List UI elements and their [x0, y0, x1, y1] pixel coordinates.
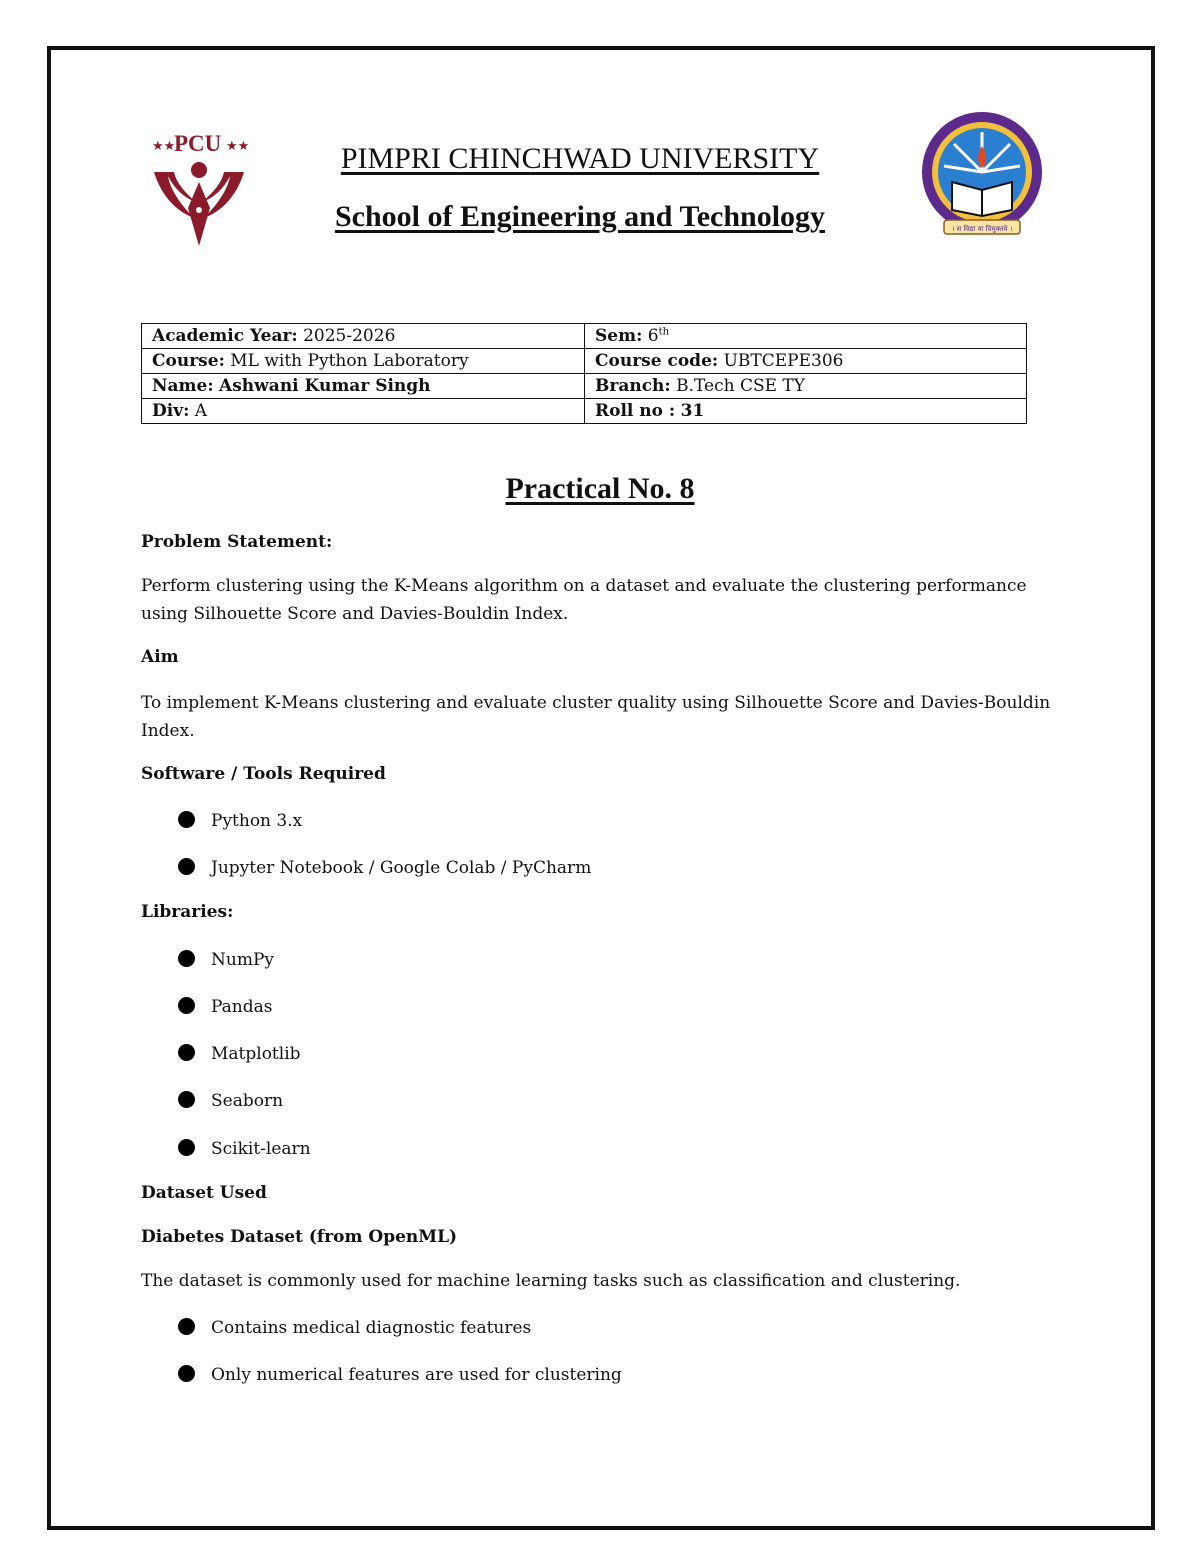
svg-text:PCU: PCU: [174, 131, 222, 156]
bullet-icon: [178, 858, 195, 875]
list-item: Seaborn: [178, 1089, 283, 1113]
bullet-icon: [178, 1365, 195, 1382]
list-item: Only numerical features are used for clustering: [178, 1363, 622, 1387]
software-heading: Software / Tools Required: [141, 764, 386, 784]
bullet-icon: [178, 1139, 195, 1156]
list-item: Jupyter Notebook / Google Colab / PyCharm: [178, 856, 591, 880]
table-row: [142, 374, 1027, 399]
bullet-icon: [178, 950, 195, 967]
bullet-icon: [178, 997, 195, 1014]
problem-statement-text: Perform clustering using the K-Means algorithm on a dataset and evaluate the clustering performance using Silhouette Score and Davies-Bouldin Index.: [141, 576, 1027, 624]
bullet-icon: [178, 1318, 195, 1335]
name-cell: Name: Ashwani Kumar Singh: [142, 374, 585, 399]
list-item: Python 3.x: [178, 809, 302, 833]
list-item: Pandas: [178, 995, 273, 1019]
bullet-icon: [178, 811, 195, 828]
list-item: NumPy: [178, 948, 274, 972]
dataset-heading: Dataset Used: [141, 1183, 267, 1203]
university-title: PIMPRI CHINCHWAD UNIVERSITY: [340, 142, 820, 175]
table-row: [142, 399, 1027, 424]
school-title: School of Engineering and Technology: [334, 200, 826, 233]
sem-cell: Sem: 6th: [585, 324, 1027, 349]
student-info-table: [141, 323, 1027, 424]
list-item: Scikit-learn: [178, 1137, 311, 1161]
table-row: [142, 324, 1027, 349]
branch-cell: Branch: B.Tech CSE TY: [585, 374, 1027, 399]
bullet-icon: [178, 1091, 195, 1108]
aim-heading: Aim: [141, 647, 179, 667]
roll-cell: Roll no : 31: [585, 399, 1027, 424]
practical-title: Practical No. 8: [505, 472, 695, 505]
course-cell: Course: ML with Python Laboratory: [142, 349, 585, 374]
dataset-subheading: Diabetes Dataset (from OpenML): [141, 1227, 458, 1247]
list-item: Contains medical diagnostic features: [178, 1316, 531, 1340]
problem-statement-heading: Problem Statement:: [141, 532, 333, 552]
list-item: Matplotlib: [178, 1042, 301, 1066]
svg-text:★★: ★★: [226, 139, 250, 154]
aim-text: To implement K-Means clustering and evaluate cluster quality using Silhouette Score and Davies-Bouldin Index.: [141, 693, 1051, 741]
page-border: [47, 46, 1155, 1530]
course-code-cell: Course code: UBTCEPE306: [585, 349, 1027, 374]
svg-text:★★: ★★: [152, 139, 176, 154]
bullet-icon: [178, 1044, 195, 1061]
libraries-heading: Libraries:: [141, 902, 234, 922]
div-cell: Div: A: [142, 399, 585, 424]
svg-text:। स विद्या या विमुक्तये ।: । स विद्या या विमुक्तये ।: [951, 225, 1013, 233]
dataset-text: The dataset is commonly used for machine learning tasks such as classification and clustering.: [141, 1271, 961, 1291]
table-row: [142, 349, 1027, 374]
academic-year-cell: Academic Year: 2025-2026: [142, 324, 585, 349]
